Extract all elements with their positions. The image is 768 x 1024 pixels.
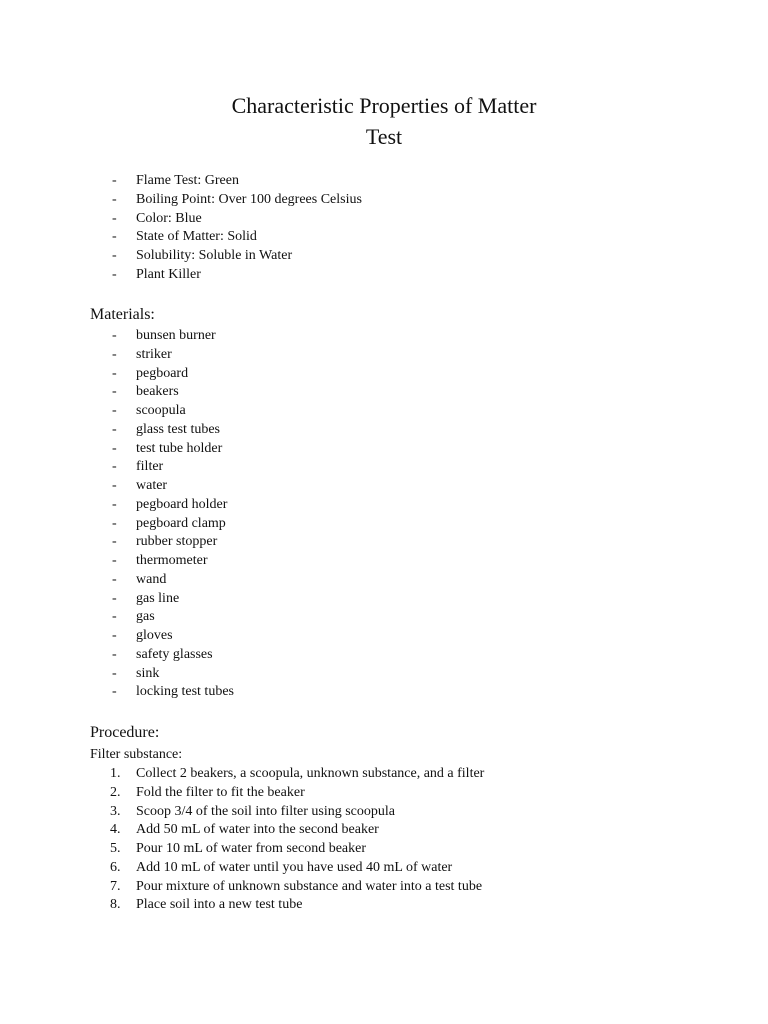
step-number: 2. <box>110 784 121 800</box>
list-item <box>110 821 484 840</box>
material-text: sink <box>136 665 160 681</box>
list-item <box>112 172 362 191</box>
dash-bullet: - <box>112 571 117 587</box>
material-text: beakers <box>136 384 179 400</box>
material-text: bunsen burner <box>136 328 216 343</box>
step-number: 8. <box>110 897 121 913</box>
dash-bullet: - <box>112 248 117 263</box>
list-item <box>112 191 362 210</box>
dash-bullet: - <box>112 496 117 512</box>
document-title <box>0 90 768 152</box>
list-item <box>112 515 234 534</box>
material-text: test tube holder <box>136 440 223 456</box>
dash-bullet: - <box>112 173 117 188</box>
material-text: pegboard holder <box>136 496 228 512</box>
list-item <box>112 533 234 552</box>
step-number: 5. <box>110 841 121 856</box>
list-item <box>112 477 234 496</box>
list-item <box>110 896 484 915</box>
material-text: striker <box>136 346 172 362</box>
list-item <box>112 210 362 229</box>
title-line-2: Test <box>365 124 403 149</box>
step-text: Pour 10 mL of water from second beaker <box>136 841 367 856</box>
property-text: Color: Blue <box>136 210 202 226</box>
material-text: gas line <box>136 590 180 606</box>
list-item <box>112 346 234 365</box>
procedure-heading: Procedure: <box>90 724 160 741</box>
material-text: safety glasses <box>136 646 213 662</box>
procedure-steps-list <box>110 765 484 915</box>
list-item <box>112 327 234 346</box>
material-text: scoopula <box>136 403 186 418</box>
list-item <box>112 458 234 477</box>
step-number: 7. <box>110 878 121 894</box>
dash-bullet: - <box>112 210 117 226</box>
list-item <box>112 496 234 515</box>
list-item <box>112 228 362 247</box>
title-line-1: Characteristic Properties of Matter <box>231 93 537 118</box>
step-number: 4. <box>110 822 121 838</box>
step-text: Scoop 3/4 of the soil into filter using scoopula <box>136 803 395 819</box>
list-item <box>112 590 234 609</box>
dash-bullet: - <box>112 328 117 343</box>
material-text: pegboard clamp <box>136 515 226 531</box>
dash-bullet: - <box>112 191 117 207</box>
dash-bullet: - <box>112 365 117 381</box>
list-item <box>112 266 362 285</box>
material-text: locking test tubes <box>136 684 234 700</box>
list-item <box>110 840 484 859</box>
list-item <box>112 440 234 459</box>
property-text: Plant Killer <box>136 266 201 282</box>
list-item <box>112 571 234 590</box>
material-text: glass test tubes <box>136 421 220 437</box>
dash-bullet: - <box>112 515 117 531</box>
dash-bullet: - <box>112 665 117 681</box>
procedure-subheading: Filter substance: <box>90 747 183 762</box>
dash-bullet: - <box>112 229 117 245</box>
list-item <box>112 627 234 646</box>
dash-bullet: - <box>112 590 117 606</box>
materials-heading: Materials: <box>90 306 155 323</box>
step-number: 1. <box>110 766 121 781</box>
list-item <box>112 402 234 421</box>
dash-bullet: - <box>112 684 117 700</box>
list-item <box>112 365 234 384</box>
list-item <box>110 803 484 822</box>
material-text: rubber stopper <box>136 534 218 550</box>
property-text: Boiling Point: Over 100 degrees Celsius <box>136 191 362 207</box>
step-text: Add 10 mL of water until you have used 40 mL of water <box>136 859 453 875</box>
step-text: Place soil into a new test tube <box>136 897 303 913</box>
dash-bullet: - <box>112 553 117 568</box>
dash-bullet: - <box>112 609 117 625</box>
list-item <box>110 765 484 784</box>
dash-bullet: - <box>112 628 117 643</box>
step-text: Pour mixture of unknown substance and water into a test tube <box>136 878 483 894</box>
material-text: gas <box>136 609 155 625</box>
dash-bullet: - <box>112 440 117 456</box>
dash-bullet: - <box>112 459 117 475</box>
dash-bullet: - <box>112 421 117 437</box>
dash-bullet: - <box>112 646 117 662</box>
material-text: thermometer <box>136 553 208 568</box>
material-text: water <box>136 478 168 493</box>
list-item <box>112 421 234 440</box>
list-item <box>112 646 234 665</box>
property-text: Flame Test: Green <box>136 173 239 188</box>
list-item <box>112 552 234 571</box>
list-item <box>110 859 484 878</box>
dash-bullet: - <box>112 266 117 282</box>
list-item <box>112 608 234 627</box>
material-text: filter <box>136 459 164 475</box>
dash-bullet: - <box>112 346 117 362</box>
list-item <box>110 878 484 897</box>
dash-bullet: - <box>112 534 117 550</box>
list-item <box>112 383 234 402</box>
properties-list <box>112 172 362 285</box>
step-number: 3. <box>110 803 121 819</box>
property-text: Solubility: Soluble in Water <box>136 248 293 263</box>
list-item <box>112 247 362 266</box>
step-text: Collect 2 beakers, a scoopula, unknown substance, and a filter <box>136 766 485 781</box>
step-text: Fold the filter to fit the beaker <box>136 784 305 800</box>
material-text: wand <box>136 571 167 587</box>
dash-bullet: - <box>112 478 117 493</box>
materials-list <box>112 327 234 702</box>
list-item <box>112 665 234 684</box>
step-number: 6. <box>110 859 121 875</box>
property-text: State of Matter: Solid <box>136 229 257 245</box>
list-item <box>110 784 484 803</box>
dash-bullet: - <box>112 384 117 400</box>
list-item <box>112 683 234 702</box>
step-text: Add 50 mL of water into the second beaker <box>136 822 379 838</box>
material-text: gloves <box>136 628 173 643</box>
dash-bullet: - <box>112 403 117 418</box>
material-text: pegboard <box>136 365 189 381</box>
